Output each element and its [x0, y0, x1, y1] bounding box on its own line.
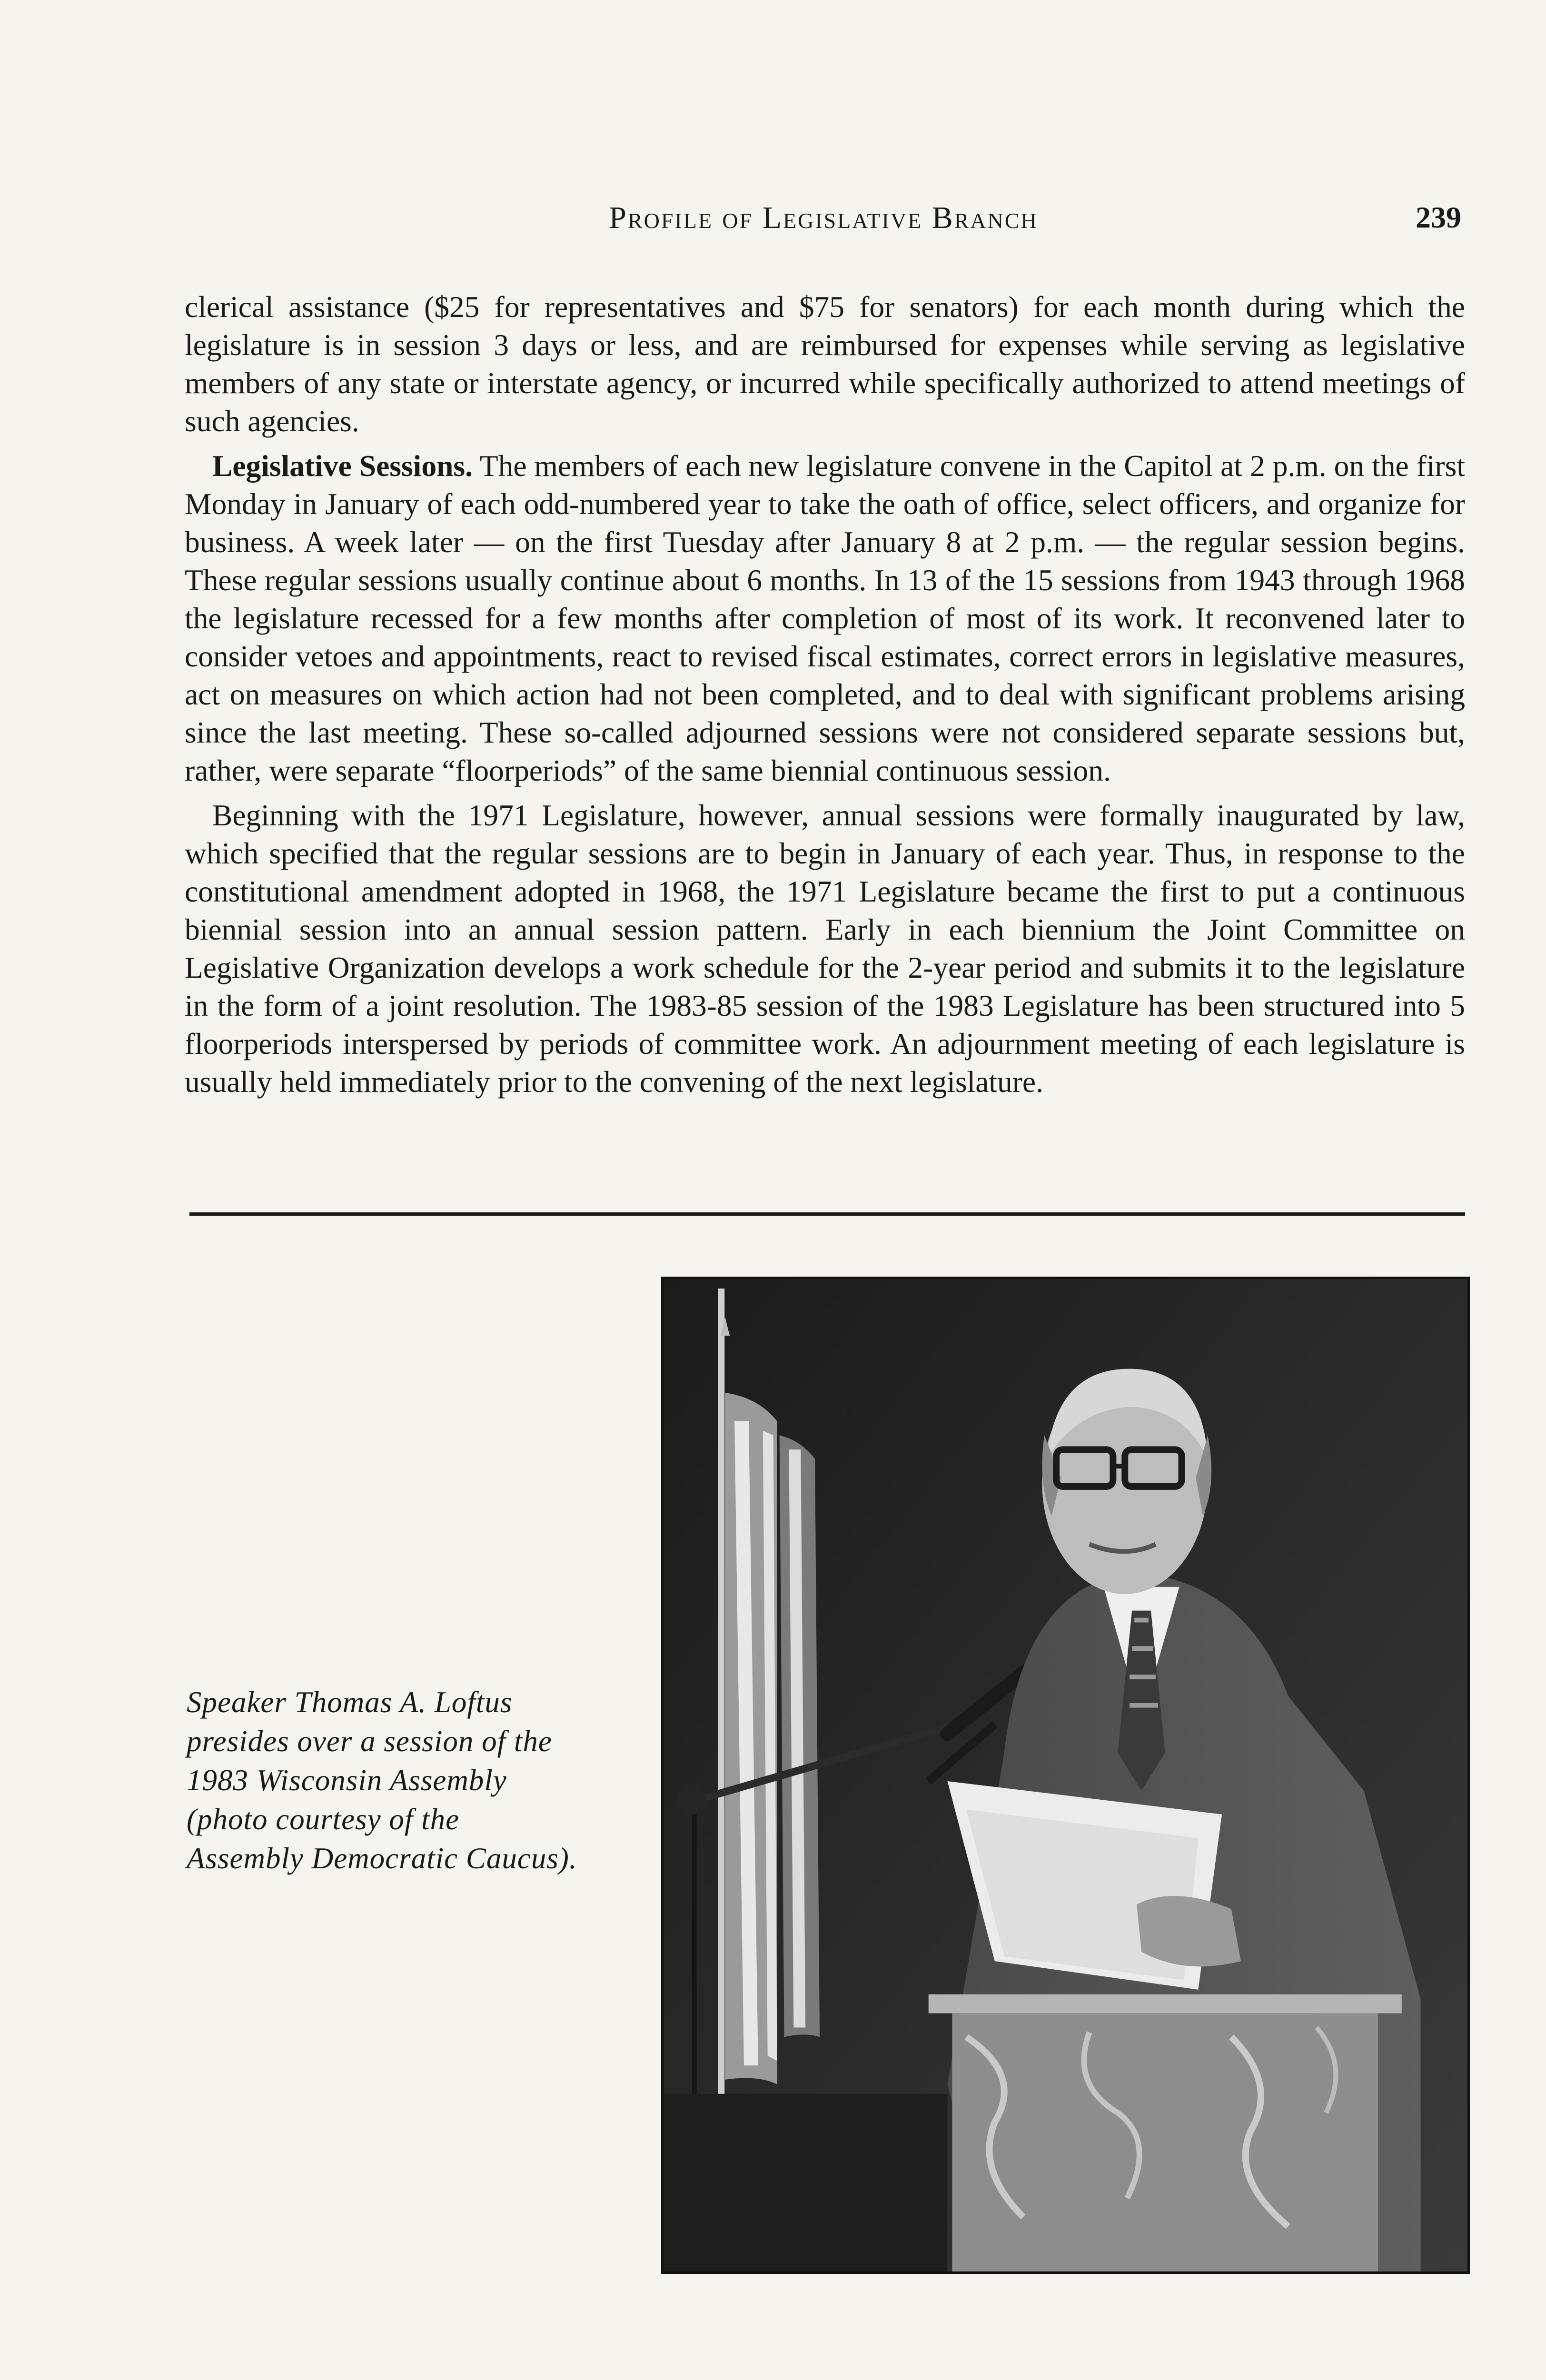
paragraph-3: Beginning with the 1971 Legislature, however, annual sessions were formally inaugurated by law, which specified that the regular sessions are to begin in January of each year. Thus, in response to the constitutional amendment adopted in 1968, the 1971 Legislature became the first to put a continuous biennial session into an annual session pattern. Early in each biennium the Joint Committee on Legislative Organization develops a work schedule for the 2-year period and submits it to the legislature in the form of a joint resolution. The 1983-85 session of the 1983 Legislature has been structured into 5 floorperiods interspersed by periods of committee work. An adjournment meeting of each legislature is usually held immediately prior to the convening of the next legislature. — [185, 798, 1465, 1099]
caption-line: 1983 Wisconsin Assembly — [187, 1764, 507, 1797]
caption-line: presides over a session of the — [187, 1725, 552, 1758]
speaker-at-podium-illustration — [664, 1279, 1467, 2271]
speaker-photo — [661, 1277, 1470, 2274]
horizontal-rule — [189, 1212, 1465, 1216]
running-head: Profile of Legislative Branch — [609, 200, 1038, 235]
flag-pole — [718, 1289, 724, 2122]
paragraph-2 — [185, 447, 1465, 790]
caption-line: Assembly Democratic Caucus). — [187, 1842, 577, 1875]
page-header — [186, 200, 1461, 252]
caption-line: Speaker Thomas A. Loftus — [187, 1686, 513, 1719]
page-number: 239 — [1416, 200, 1461, 234]
paragraph-2-text: The members of each new legislature convene in the Capitol at 2 p.m. on the first Monday in January of each odd-numbered year to take the oath of office, select officers, and organize for business. A week later — on the first Tuesday after January 8 at 2 p.m. — the regular session begins. These regular sessions usually continue about 6 months. In 13 of the 15 sessions from 1943 through 1968 the legislature recessed for a few months after completion of most of its work. It reconvened later to consider vetoes and appointments, react to revised fiscal estimates, correct errors in legislative measures, act on measures on which action had not been completed, and to deal with significant problems arising since the last meeting. These so-called adjourned sessions were not considered separate sessions but, rather, were separate “floorperiods” of the same biennial continuous session. — [185, 449, 1465, 787]
paragraph-1: clerical assistance ($25 for representatives and $75 for senators) for each month during which the legislature is in session 3 days or less, and are reimbursed for expenses while serving as legislative members of any state or interstate agency, or incurred while specifically authorized to attend meetings of such agencies. — [185, 290, 1465, 438]
photo-caption — [187, 1683, 639, 1878]
caption-line: (photo courtesy of the — [187, 1803, 460, 1836]
body-text — [185, 288, 1465, 1108]
section-heading-legislative-sessions: Legislative Sessions. — [212, 449, 473, 483]
